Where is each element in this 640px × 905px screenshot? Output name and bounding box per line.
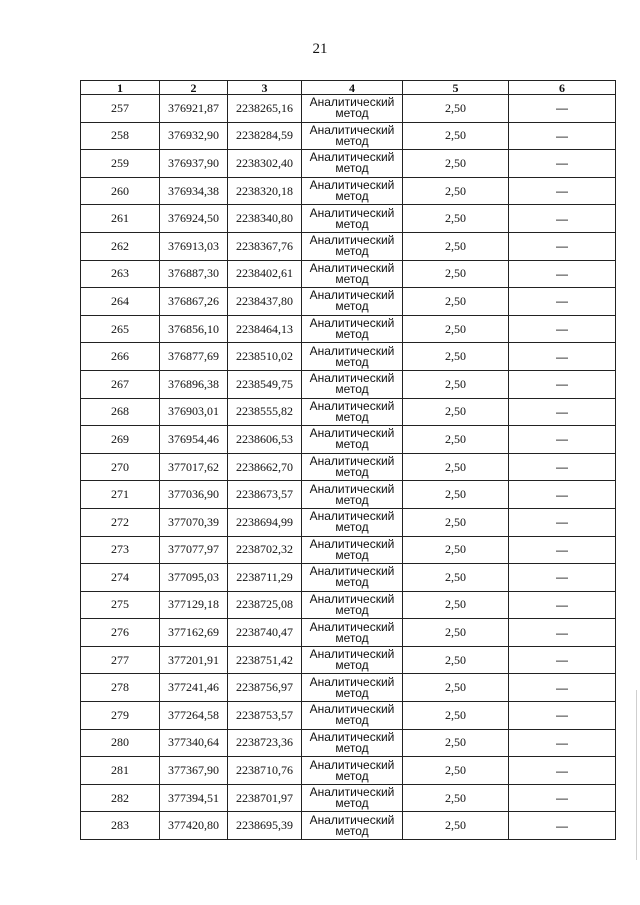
method-line-2: метод	[335, 740, 369, 755]
table-row	[81, 564, 616, 592]
note-cell: —	[509, 288, 616, 316]
accuracy-cell: 2,50	[403, 591, 509, 619]
coordinate-x-cell: 376877,69	[160, 343, 228, 371]
note-cell: —	[509, 536, 616, 564]
table-row	[81, 784, 616, 812]
coordinate-y-cell: 2238402,61	[228, 260, 302, 288]
method-cell	[302, 729, 403, 757]
note-cell: —	[509, 205, 616, 233]
method-cell	[302, 646, 403, 674]
coordinate-x-cell: 377017,62	[160, 453, 228, 481]
coordinate-y-cell: 2238606,53	[228, 426, 302, 454]
method-cell	[302, 343, 403, 371]
coordinate-y-cell: 2238756,97	[228, 674, 302, 702]
method-cell	[302, 260, 403, 288]
method-line-2: метод	[335, 133, 369, 148]
coordinate-x-cell: 377367,90	[160, 757, 228, 785]
method-line-2: метод	[335, 492, 369, 507]
method-cell	[302, 288, 403, 316]
coordinate-y-cell: 2238302,40	[228, 150, 302, 178]
table-row	[81, 591, 616, 619]
point-number-cell: 266	[81, 343, 160, 371]
method-cell	[302, 536, 403, 564]
point-number-cell: 267	[81, 370, 160, 398]
note-cell: —	[509, 315, 616, 343]
method-line-1: Аналитический	[309, 757, 395, 772]
note-cell: —	[509, 232, 616, 260]
coordinate-x-cell: 377162,69	[160, 619, 228, 647]
accuracy-cell: 2,50	[403, 426, 509, 454]
method-line-2: метод	[335, 271, 369, 286]
header-cell-2: 2	[160, 81, 228, 95]
note-cell: —	[509, 619, 616, 647]
note-cell: —	[509, 122, 616, 150]
method-line-1: Аналитический	[309, 398, 395, 413]
accuracy-cell: 2,50	[403, 812, 509, 840]
accuracy-cell: 2,50	[403, 757, 509, 785]
method-cell	[302, 453, 403, 481]
method-line-2: метод	[335, 327, 369, 342]
note-cell: —	[509, 508, 616, 536]
table-row	[81, 95, 616, 123]
note-cell: —	[509, 177, 616, 205]
method-cell	[302, 757, 403, 785]
coordinate-y-cell: 2238723,36	[228, 729, 302, 757]
note-cell: —	[509, 481, 616, 509]
note-cell: —	[509, 370, 616, 398]
point-number-cell: 271	[81, 481, 160, 509]
header-cell-6: 6	[509, 81, 616, 95]
coordinate-y-cell: 2238464,13	[228, 315, 302, 343]
method-line-2: метод	[335, 796, 369, 811]
coordinate-x-cell: 376924,50	[160, 205, 228, 233]
point-number-cell: 270	[81, 453, 160, 481]
coordinate-x-cell: 376954,46	[160, 426, 228, 454]
note-cell: —	[509, 343, 616, 371]
coordinate-x-cell: 377420,80	[160, 812, 228, 840]
coordinate-x-cell: 376856,10	[160, 315, 228, 343]
coordinate-x-cell: 377077,97	[160, 536, 228, 564]
accuracy-cell: 2,50	[403, 232, 509, 260]
table-row	[81, 177, 616, 205]
method-line-2: метод	[335, 409, 369, 424]
method-line-2: метод	[335, 189, 369, 204]
method-line-1: Аналитический	[309, 591, 395, 606]
point-number-cell: 275	[81, 591, 160, 619]
table-row	[81, 315, 616, 343]
accuracy-cell: 2,50	[403, 122, 509, 150]
accuracy-cell: 2,50	[403, 398, 509, 426]
coordinate-y-cell: 2238555,82	[228, 398, 302, 426]
method-line-2: метод	[335, 602, 369, 617]
accuracy-cell: 2,50	[403, 508, 509, 536]
note-cell: —	[509, 784, 616, 812]
coordinate-y-cell: 2238701,97	[228, 784, 302, 812]
coordinate-x-cell: 377095,03	[160, 564, 228, 592]
method-cell	[302, 205, 403, 233]
note-cell: —	[509, 95, 616, 123]
coordinate-x-cell: 377394,51	[160, 784, 228, 812]
coordinate-y-cell: 2238725,08	[228, 591, 302, 619]
method-line-1: Аналитический	[309, 205, 395, 220]
accuracy-cell: 2,50	[403, 177, 509, 205]
accuracy-cell: 2,50	[403, 288, 509, 316]
accuracy-cell: 2,50	[403, 784, 509, 812]
method-line-1: Аналитический	[309, 150, 395, 165]
table-row	[81, 398, 616, 426]
coordinate-y-cell: 2238673,57	[228, 481, 302, 509]
method-line-1: Аналитический	[309, 729, 395, 744]
method-line-2: метод	[335, 630, 369, 645]
method-line-1: Аналитический	[309, 316, 395, 331]
method-line-2: метод	[335, 106, 369, 121]
note-cell: —	[509, 150, 616, 178]
note-cell: —	[509, 260, 616, 288]
method-line-1: Аналитический	[309, 564, 395, 579]
note-cell: —	[509, 591, 616, 619]
point-number-cell: 259	[81, 150, 160, 178]
method-line-1: Аналитический	[309, 95, 395, 110]
scan-edge-mark	[636, 690, 637, 860]
accuracy-cell: 2,50	[403, 619, 509, 647]
coordinate-x-cell: 376896,38	[160, 370, 228, 398]
table-row	[81, 370, 616, 398]
point-number-cell: 282	[81, 784, 160, 812]
method-line-1: Аналитический	[309, 178, 395, 193]
method-cell	[302, 591, 403, 619]
method-line-2: метод	[335, 823, 369, 838]
coordinates-table	[80, 80, 616, 840]
coordinate-x-cell: 376913,03	[160, 232, 228, 260]
accuracy-cell: 2,50	[403, 729, 509, 757]
method-line-1: Аналитический	[309, 454, 395, 469]
method-line-1: Аналитический	[309, 674, 395, 689]
method-line-1: Аналитический	[309, 426, 395, 441]
coordinate-x-cell: 376934,38	[160, 177, 228, 205]
method-line-1: Аналитический	[309, 702, 395, 717]
accuracy-cell: 2,50	[403, 150, 509, 178]
note-cell: —	[509, 674, 616, 702]
point-number-cell: 258	[81, 122, 160, 150]
accuracy-cell: 2,50	[403, 453, 509, 481]
coordinate-y-cell: 2238367,76	[228, 232, 302, 260]
coordinate-x-cell: 377129,18	[160, 591, 228, 619]
method-line-2: метод	[335, 465, 369, 480]
method-line-1: Аналитический	[309, 481, 395, 496]
table-row	[81, 508, 616, 536]
point-number-cell: 269	[81, 426, 160, 454]
coordinate-y-cell: 2238284,59	[228, 122, 302, 150]
table-row	[81, 536, 616, 564]
table-row	[81, 232, 616, 260]
method-line-2: метод	[335, 437, 369, 452]
method-line-2: метод	[335, 244, 369, 259]
method-cell	[302, 95, 403, 123]
table-row	[81, 288, 616, 316]
method-cell	[302, 315, 403, 343]
coordinate-y-cell: 2238740,47	[228, 619, 302, 647]
table-row	[81, 674, 616, 702]
method-cell	[302, 564, 403, 592]
accuracy-cell: 2,50	[403, 481, 509, 509]
method-line-1: Аналитический	[309, 288, 395, 303]
method-line-1: Аналитический	[309, 371, 395, 386]
method-line-2: метод	[335, 382, 369, 397]
coordinate-x-cell: 377201,91	[160, 646, 228, 674]
method-line-1: Аналитический	[309, 619, 395, 634]
coordinate-x-cell: 376887,30	[160, 260, 228, 288]
table-row	[81, 481, 616, 509]
table-header-row	[81, 81, 616, 95]
point-number-cell: 278	[81, 674, 160, 702]
method-cell	[302, 150, 403, 178]
table-row	[81, 757, 616, 785]
method-cell	[302, 232, 403, 260]
table-row	[81, 729, 616, 757]
coordinate-x-cell: 376937,90	[160, 150, 228, 178]
method-cell	[302, 508, 403, 536]
method-line-2: метод	[335, 685, 369, 700]
accuracy-cell: 2,50	[403, 95, 509, 123]
note-cell: —	[509, 646, 616, 674]
method-line-1: Аналитический	[309, 536, 395, 551]
coordinate-y-cell: 2238265,16	[228, 95, 302, 123]
table-row	[81, 205, 616, 233]
method-line-2: метод	[335, 658, 369, 673]
point-number-cell: 283	[81, 812, 160, 840]
coordinate-y-cell: 2238753,57	[228, 702, 302, 730]
method-cell	[302, 674, 403, 702]
header-cell-3: 3	[228, 81, 302, 95]
method-line-1: Аналитический	[309, 812, 395, 827]
note-cell: —	[509, 426, 616, 454]
method-cell	[302, 426, 403, 454]
coordinate-x-cell: 377070,39	[160, 508, 228, 536]
header-cell-1: 1	[81, 81, 160, 95]
point-number-cell: 260	[81, 177, 160, 205]
method-cell	[302, 702, 403, 730]
point-number-cell: 265	[81, 315, 160, 343]
table-row	[81, 426, 616, 454]
point-number-cell: 280	[81, 729, 160, 757]
table-row	[81, 343, 616, 371]
note-cell: —	[509, 453, 616, 481]
coordinate-x-cell: 377241,46	[160, 674, 228, 702]
point-number-cell: 257	[81, 95, 160, 123]
coordinate-y-cell: 2238320,18	[228, 177, 302, 205]
method-line-1: Аналитический	[309, 343, 395, 358]
point-number-cell: 277	[81, 646, 160, 674]
point-number-cell: 274	[81, 564, 160, 592]
point-number-cell: 261	[81, 205, 160, 233]
method-line-2: метод	[335, 575, 369, 590]
coordinate-x-cell: 377340,64	[160, 729, 228, 757]
note-cell: —	[509, 757, 616, 785]
coordinate-y-cell: 2238437,80	[228, 288, 302, 316]
table-row	[81, 812, 616, 840]
method-cell	[302, 481, 403, 509]
accuracy-cell: 2,50	[403, 315, 509, 343]
table-row	[81, 702, 616, 730]
note-cell: —	[509, 812, 616, 840]
table-row	[81, 646, 616, 674]
coordinate-y-cell: 2238695,39	[228, 812, 302, 840]
method-line-2: метод	[335, 299, 369, 314]
point-number-cell: 279	[81, 702, 160, 730]
coordinate-x-cell: 376932,90	[160, 122, 228, 150]
accuracy-cell: 2,50	[403, 536, 509, 564]
header-cell-4: 4	[302, 81, 403, 95]
note-cell: —	[509, 729, 616, 757]
method-cell	[302, 398, 403, 426]
method-cell	[302, 370, 403, 398]
coordinate-x-cell: 376921,87	[160, 95, 228, 123]
accuracy-cell: 2,50	[403, 343, 509, 371]
coordinate-y-cell: 2238694,99	[228, 508, 302, 536]
accuracy-cell: 2,50	[403, 205, 509, 233]
table-row	[81, 150, 616, 178]
coordinate-x-cell: 377036,90	[160, 481, 228, 509]
method-line-2: метод	[335, 354, 369, 369]
point-number-cell: 276	[81, 619, 160, 647]
coordinate-y-cell: 2238710,76	[228, 757, 302, 785]
method-cell	[302, 812, 403, 840]
coordinate-x-cell: 377264,58	[160, 702, 228, 730]
coordinate-y-cell: 2238711,29	[228, 564, 302, 592]
coordinate-y-cell: 2238510,02	[228, 343, 302, 371]
method-cell	[302, 784, 403, 812]
table-body	[81, 95, 616, 840]
coordinate-y-cell: 2238549,75	[228, 370, 302, 398]
coordinate-x-cell: 376903,01	[160, 398, 228, 426]
method-line-2: метод	[335, 216, 369, 231]
point-number-cell: 264	[81, 288, 160, 316]
method-cell	[302, 122, 403, 150]
table-row	[81, 260, 616, 288]
accuracy-cell: 2,50	[403, 370, 509, 398]
accuracy-cell: 2,50	[403, 702, 509, 730]
coordinate-y-cell: 2238702,32	[228, 536, 302, 564]
point-number-cell: 273	[81, 536, 160, 564]
method-line-2: метод	[335, 713, 369, 728]
point-number-cell: 262	[81, 232, 160, 260]
point-number-cell: 281	[81, 757, 160, 785]
page-number: 21	[312, 41, 328, 57]
table-row	[81, 619, 616, 647]
method-line-1: Аналитический	[309, 785, 395, 800]
method-line-2: метод	[335, 161, 369, 176]
coordinate-y-cell: 2238340,80	[228, 205, 302, 233]
point-number-cell: 268	[81, 398, 160, 426]
accuracy-cell: 2,50	[403, 674, 509, 702]
coordinate-y-cell: 2238662,70	[228, 453, 302, 481]
accuracy-cell: 2,50	[403, 646, 509, 674]
coordinate-y-cell: 2238751,42	[228, 646, 302, 674]
method-line-2: метод	[335, 547, 369, 562]
coordinate-x-cell: 376867,26	[160, 288, 228, 316]
method-line-2: метод	[335, 768, 369, 783]
method-cell	[302, 177, 403, 205]
table-row	[81, 453, 616, 481]
method-line-1: Аналитический	[309, 233, 395, 248]
method-line-1: Аналитический	[309, 260, 395, 275]
method-line-2: метод	[335, 520, 369, 535]
point-number-cell: 263	[81, 260, 160, 288]
table-row	[81, 122, 616, 150]
point-number-cell: 272	[81, 508, 160, 536]
method-line-1: Аналитический	[309, 647, 395, 662]
accuracy-cell: 2,50	[403, 564, 509, 592]
note-cell: —	[509, 398, 616, 426]
method-line-1: Аналитический	[309, 122, 395, 137]
accuracy-cell: 2,50	[403, 260, 509, 288]
note-cell: —	[509, 564, 616, 592]
note-cell: —	[509, 702, 616, 730]
header-cell-5: 5	[403, 81, 509, 95]
method-cell	[302, 619, 403, 647]
method-line-1: Аналитический	[309, 509, 395, 524]
